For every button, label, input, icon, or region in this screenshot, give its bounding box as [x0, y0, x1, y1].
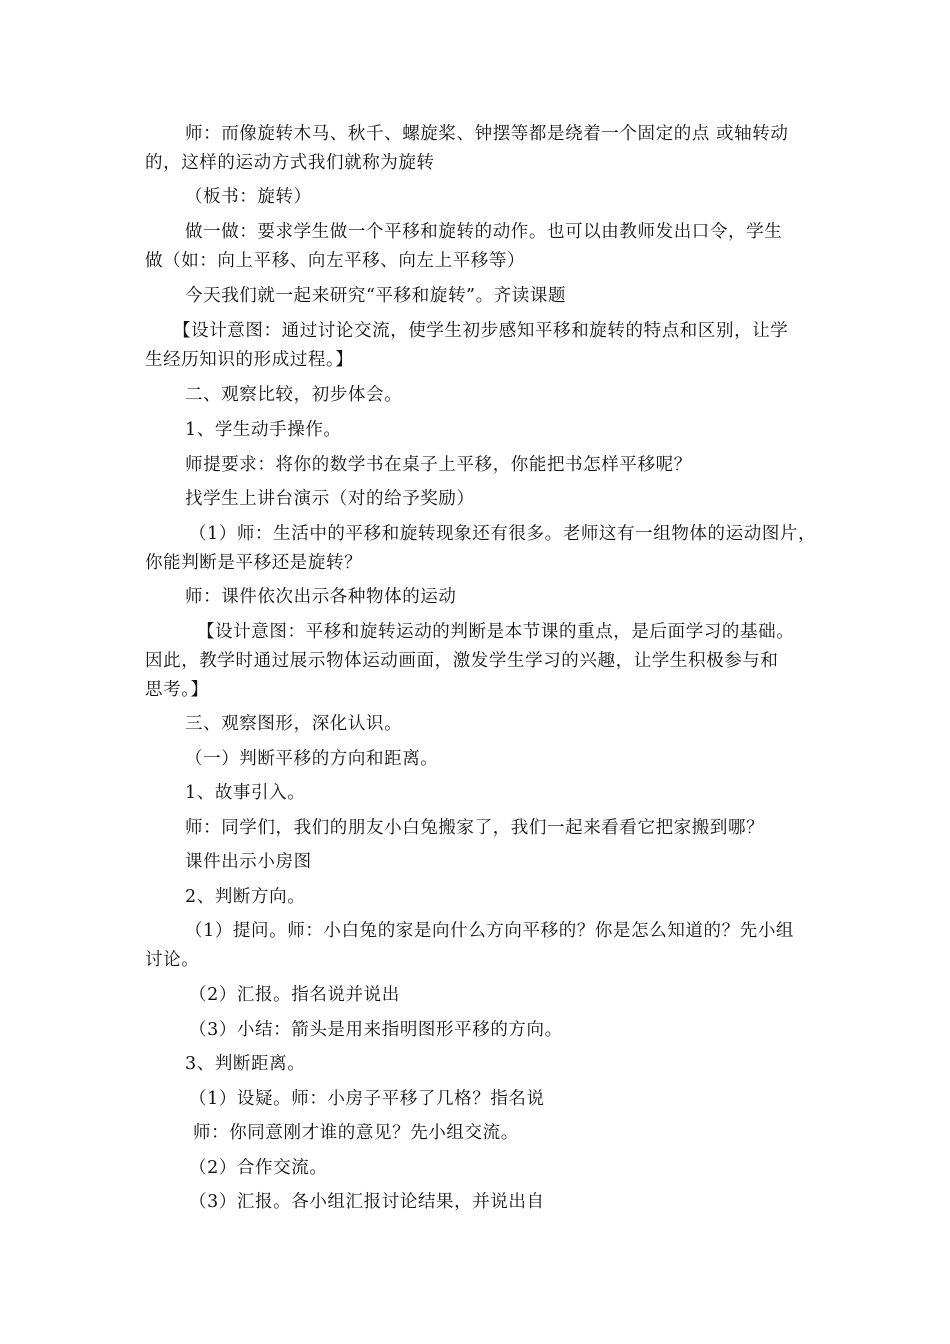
paragraph-line: 做一做：要求学生做一个平移和旋转的动作。也可以由教师发出口令，学生 — [185, 222, 783, 242]
paragraph-line: 1、学生动手操作。 — [185, 420, 342, 440]
paragraph-step-1 — [145, 416, 815, 445]
paragraph-line: （3）小结：箭头是用来指明图形平移的方向。 — [189, 1020, 563, 1040]
subsection-heading-1 — [145, 745, 815, 774]
paragraph-line: 【设计意图：通过讨论交流，使学生初步感知平移和旋转的特点和区别，让学 — [173, 321, 789, 341]
paragraph-line: 的，这样的运动方式我们就称为旋转 — [145, 153, 435, 173]
paragraph-board-note — [145, 183, 815, 212]
paragraph-courseware — [145, 583, 815, 612]
paragraph-line: 1、故事引入。 — [185, 783, 306, 803]
paragraph-line: 二、观察比较，初步体会。 — [185, 385, 403, 405]
paragraph-line: （3）汇报。各小组汇报讨论结果，并说出自 — [189, 1192, 545, 1212]
paragraph-line: 【设计意图：平移和旋转运动的判断是本节课的重点，是后面学习的基础。 — [197, 622, 795, 642]
paragraph-line: 生经历知识的形成过程。】 — [145, 350, 354, 370]
paragraph-line: （1）提问。师：小白兔的家是向什么方向平移的？你是怎么知道的？先小组 — [185, 921, 795, 941]
paragraph-cooperate — [145, 1154, 815, 1183]
paragraph-line: 师：你同意刚才谁的意见？先小组交流。 — [193, 1123, 519, 1143]
section-heading-3 — [145, 710, 815, 739]
paragraph-line: 师提要求：将你的数学书在桌子上平移，你能把书怎样平移呢？ — [185, 455, 692, 475]
paragraph-group-report — [145, 1188, 815, 1217]
paragraph-line: （2）合作交流。 — [189, 1158, 328, 1178]
paragraph-line: 找学生上讲台演示（对的给予奖励） — [185, 489, 475, 509]
paragraph-line: （一）判断平移的方向和距离。 — [185, 749, 439, 769]
paragraph-rabbit-move — [145, 814, 815, 843]
paragraph-line: 思考。】 — [145, 680, 209, 700]
paragraph-summary — [145, 1016, 815, 1045]
paragraph-motion-pictures — [145, 520, 815, 578]
paragraph-teacher-rotation — [145, 120, 815, 178]
paragraph-doubt — [145, 1085, 815, 1114]
paragraph-line: 做（如：向上平移、向左平移、向左上平移等） — [145, 251, 526, 271]
paragraph-story-intro — [145, 779, 815, 808]
paragraph-design-intent-1 — [145, 317, 815, 375]
paragraph-topic-intro — [145, 282, 815, 311]
paragraph-line: 你能判断是平移还是旋转？ — [145, 553, 363, 573]
paragraph-line: 三、观察图形，深化认识。 — [185, 714, 403, 734]
paragraph-line: （1）设疑。师：小房子平移了几格？指名说 — [189, 1089, 545, 1109]
paragraph-line: （1）师：生活中的平移和旋转现象还有很多。老师这有一组物体的运动图片， — [189, 524, 817, 544]
paragraph-line: 讨论。 — [145, 950, 200, 970]
paragraph-agree — [145, 1119, 815, 1148]
paragraph-line: （板书：旋转） — [185, 187, 312, 207]
paragraph-teacher-request — [145, 451, 815, 480]
paragraph-distance — [145, 1050, 815, 1079]
paragraph-direction — [145, 883, 815, 912]
paragraph-line: 3、判断距离。 — [185, 1054, 306, 1074]
paragraph-demo — [145, 485, 815, 514]
paragraph-line: 2、判断方向。 — [185, 887, 306, 907]
paragraph-activity — [145, 218, 815, 276]
paragraph-house-image — [145, 848, 815, 877]
paragraph-line: 因此，教学时通过展示物体运动画面，激发学生学习的兴趣，让学生积极参与和 — [145, 651, 779, 671]
paragraph-line: 师：课件依次出示各种物体的运动 — [185, 587, 457, 607]
paragraph-report — [145, 981, 815, 1010]
paragraph-line: （2）汇报。指名说并说出 — [189, 985, 400, 1005]
paragraph-question — [145, 917, 815, 975]
section-heading-2 — [145, 381, 815, 410]
paragraph-line: 课件出示小房图 — [185, 852, 312, 872]
paragraph-line: 师：同学们，我们的朋友小白兔搬家了，我们一起来看看它把家搬到哪？ — [185, 818, 765, 838]
paragraph-design-intent-2 — [145, 618, 815, 705]
paragraph-line: 今天我们就一起来研究“平移和旋转”。齐读课题 — [185, 286, 567, 306]
paragraph-line: 师：而像旋转木马、秋千、螺旋桨、钟摆等都是绕着一个固定的点 或轴转动 — [185, 124, 789, 144]
